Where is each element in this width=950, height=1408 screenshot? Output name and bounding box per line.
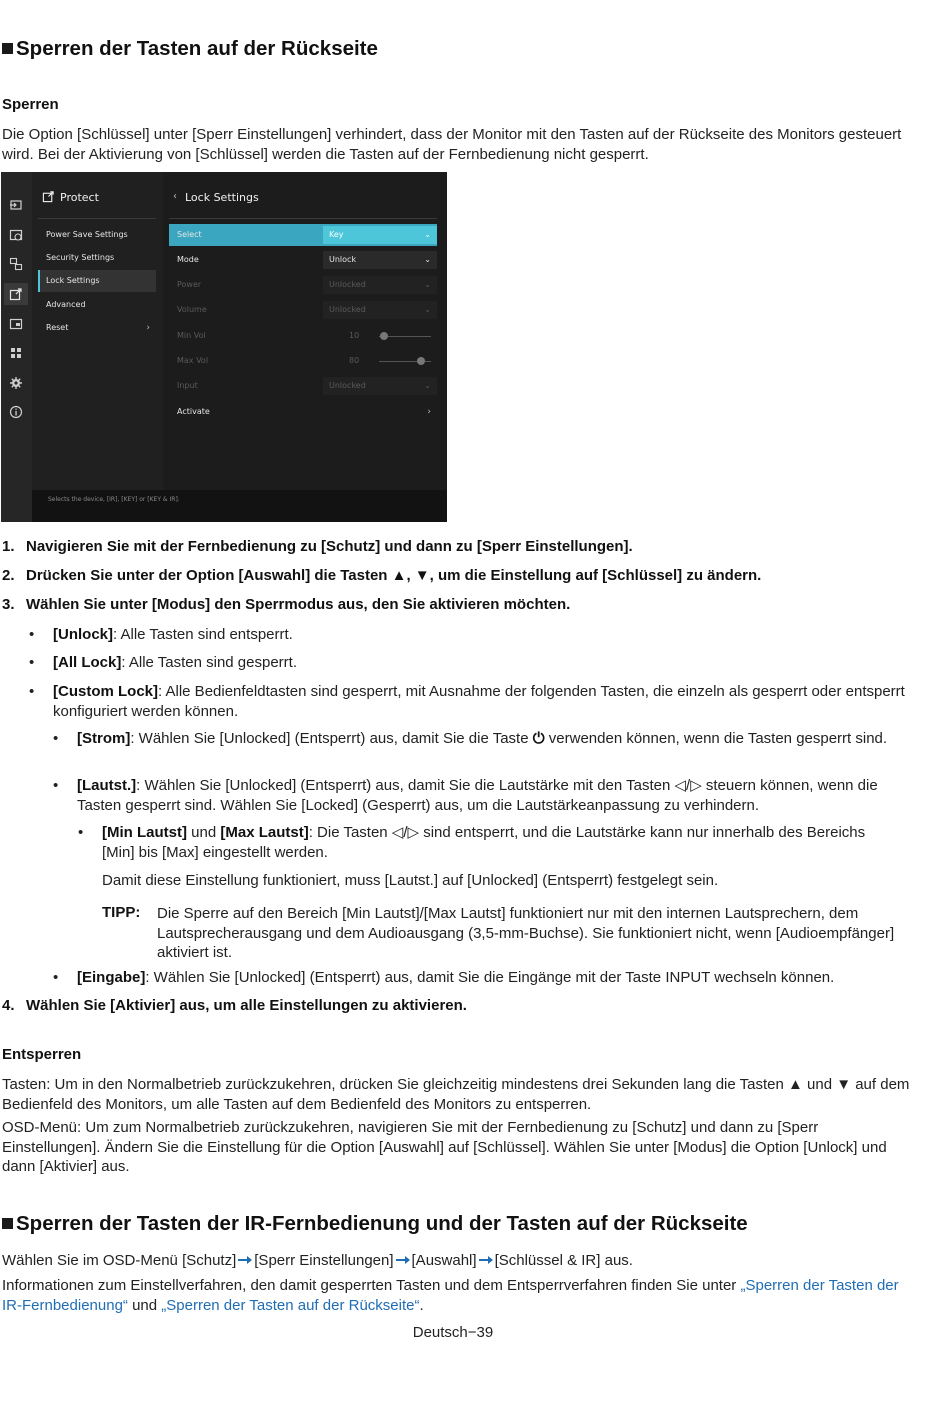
step-2: [2, 567, 761, 584]
section-title-text: Sperren der Tasten der IR-Fernbedienung und der Tasten auf der Rückseite: [16, 1212, 748, 1235]
bullet-text: : Alle Tasten sind entsperrt.: [113, 626, 293, 643]
intro-paragraph: Die Option [Schlüssel] unter [Sperr Einstellungen] verhindert, dass der Monitor mit den Tasten auf der Rückseite des Monitors gesteuert wird. Bei der Aktivierung von [Schlüssel] werden die Tasten auf der Fernbedienung nicht gesperrt.: [2, 126, 902, 163]
osd-hint-text: Selects the device, [IR], [KEY] or [KEY & IR].: [48, 496, 180, 503]
bullet-strom: [53, 729, 913, 749]
term: [Strom]: [77, 730, 131, 747]
path-text: aus.: [600, 1252, 633, 1269]
link-rear-keys-lock[interactable]: „Sperren der Tasten auf der Rückseite“: [161, 1296, 420, 1314]
osd-menu-item[interactable]: Security Settings: [46, 253, 115, 262]
subheading-unlock: Entsperren: [2, 1046, 82, 1063]
step-1: [2, 538, 633, 555]
path-step: [Sperr Einstellungen]: [254, 1252, 394, 1269]
bullet-text: : Alle Bedienfeldtasten sind gesperrt, mit Ausnahme der folgenden Tasten, die einzeln als gesperrt oder entsperrt konfiguriert werden können.: [53, 683, 905, 720]
section-title-text: Sperren der Tasten auf der Rückseite: [16, 37, 378, 60]
path-step: [Schutz]: [182, 1252, 237, 1269]
step-4: [2, 997, 467, 1014]
osd-divider: [38, 218, 156, 219]
square-bullet-icon: [2, 1218, 13, 1229]
apps-icon: [9, 346, 23, 360]
bullet-all-lock: [29, 653, 913, 673]
slider-value: 10: [349, 331, 360, 340]
info-text: und: [127, 1296, 162, 1314]
page-footer: Deutsch−39: [412, 1324, 494, 1341]
step-number: 2.: [2, 567, 15, 584]
osd-divider: [169, 218, 437, 219]
term: [Min Lautst]: [102, 824, 187, 841]
step-text: Navigieren Sie mit der Fernbedienung zu [Schutz] und dann zu [Sperr Einstellungen].: [26, 538, 633, 555]
step-number: 3.: [2, 596, 15, 613]
arrow-right-icon: [396, 1256, 410, 1264]
info-paragraph: [2, 1276, 902, 1315]
chevron-down-icon: ⌄: [424, 255, 431, 264]
path-text: Wählen Sie im OSD-Menü: [2, 1252, 183, 1269]
chevron-down-icon: ⌄: [424, 305, 431, 314]
bullet-text: und: [186, 824, 221, 841]
osd-menu-item[interactable]: Power Save Settings: [46, 230, 128, 239]
dropdown-value: Unlock: [329, 255, 357, 264]
settings-icon: [9, 376, 23, 390]
row-label: Min Vol: [177, 331, 206, 340]
chevron-down-icon: ⌄: [424, 280, 431, 289]
picture-icon: [9, 317, 23, 331]
bullet-icon: •: [53, 730, 59, 747]
term: [Custom Lock]: [53, 683, 158, 700]
term: [Eingabe]: [77, 969, 146, 986]
dropdown-value: Key: [329, 230, 344, 239]
unlock-keys-paragraph: Tasten: Um in den Normalbetrieb zurückzukehren, drücken Sie gleichzeitig mindestens drei Sekunden lang die Tasten ▲ und ▼ auf dem Bedienfeld des Monitors, um alle Tasten auf dem Bedienfeld des Monitors zu entsperren.: [2, 1076, 910, 1113]
path-step: [Auswahl]: [411, 1252, 477, 1269]
schedule-icon: [9, 228, 23, 242]
term: [Unlock]: [53, 626, 113, 643]
row-label: Mode: [177, 255, 199, 264]
chevron-down-icon: ⌄: [424, 381, 431, 390]
path-step: [Schlüssel & IR]: [494, 1252, 601, 1269]
power-dropdown: [323, 276, 437, 294]
osd-row-max-vol: [169, 350, 437, 372]
bullet-unlock: [29, 625, 913, 645]
info-icon: [9, 405, 23, 419]
bullet-icon: •: [53, 777, 59, 794]
note-paragraph: Damit diese Einstellung funktioniert, muss [Lautst.] auf [Unlocked] (Entsperrt) festgelegt sein.: [102, 872, 719, 889]
arrow-right-icon: [479, 1256, 493, 1264]
osd-row-select[interactable]: [169, 224, 437, 246]
osd-menu-item[interactable]: Advanced: [46, 300, 86, 309]
multi-display-icon: [9, 257, 23, 271]
protect-icon: [42, 190, 55, 203]
term: [Lautst.]: [77, 777, 137, 794]
bullet-text: : Alle Tasten sind gesperrt.: [121, 654, 298, 671]
bullet-text: : Die Tasten ◁/▷ sind entsperrt, und die Lautstärke kann nur innerhalb des Bereichs [Min] bis [Max] eingestellt werden.: [102, 824, 866, 861]
link-ir-remote-lock[interactable]: „Sperren der Tasten der IR-Fernbedienung“: [2, 1277, 899, 1314]
osd-row-volume: [169, 299, 437, 321]
max-vol-slider-knob: [417, 357, 425, 365]
bullet-eingabe: [53, 968, 913, 988]
step-number: 1.: [2, 538, 15, 555]
step-text: Wählen Sie unter [Modus] den Sperrmodus aus, den Sie aktivieren möchten.: [26, 596, 571, 613]
bullet-custom-lock: [29, 682, 913, 721]
chevron-right-icon: ›: [146, 323, 150, 333]
dropdown-value: Unlocked: [329, 305, 366, 314]
term: [All Lock]: [53, 654, 122, 671]
step-number: 4.: [2, 997, 15, 1014]
mode-dropdown[interactable]: [323, 251, 437, 269]
osd-right-title: Lock Settings: [185, 191, 259, 204]
term: [Max Lautst]: [220, 824, 309, 841]
arrow-right-icon: [238, 1256, 252, 1264]
volume-dropdown: [323, 301, 437, 319]
menu-path: [2, 1251, 922, 1271]
bullet-icon: •: [29, 654, 35, 671]
tip-text: Die Sperre auf den Bereich [Min Lautst]/[Max Lautst] funktioniert nur mit den internen Lautsprechern, dem Lautsprecherausgang und dem Audioausgang (3,5-mm-Buchse). Sie funktioniert nicht, wenn [Audioempfänger] aktiviert ist.: [157, 905, 895, 961]
subheading-lock: Sperren: [2, 96, 59, 113]
slider-value: 80: [349, 356, 360, 365]
bullet-min-max-lautst: [78, 823, 872, 862]
row-label: Activate: [177, 407, 210, 416]
chevron-left-icon[interactable]: ‹: [173, 191, 177, 202]
osd-row-input: [169, 375, 437, 397]
input-icon: [9, 198, 23, 212]
square-bullet-icon: [2, 43, 13, 54]
bullet-text: verwenden können, wenn die Tasten gesperrt sind.: [544, 730, 888, 747]
dropdown-value: Unlocked: [329, 381, 366, 390]
chevron-down-icon: ⌄: [424, 230, 431, 239]
bullet-icon: •: [29, 683, 35, 700]
osd-lock-settings-panel: [163, 172, 447, 490]
bullet-icon: •: [29, 626, 35, 643]
section-title-rear-keys: [2, 37, 378, 61]
dropdown-value: Unlocked: [329, 280, 366, 289]
section-title-ir-and-rear-keys: [2, 1212, 748, 1236]
info-text: .: [419, 1296, 424, 1314]
tip-label: TIPP:: [102, 904, 141, 921]
min-vol-slider-knob: [380, 332, 388, 340]
osd-icon-rail: [1, 172, 32, 522]
osd-row-min-vol: [169, 325, 437, 347]
bullet-icon: •: [78, 824, 84, 841]
bullet-lautst: [53, 776, 913, 815]
step-text: Drücken Sie unter der Option [Auswahl] die Tasten ▲, ▼, um die Einstellung auf [Schlüssel] zu ändern.: [26, 567, 762, 584]
osd-category-menu: [32, 172, 163, 490]
osd-menu-item-label: Reset: [46, 323, 69, 332]
unlock-osd-paragraph: OSD-Menü: Um zum Normalbetrieb zurückzukehren, navigieren Sie mit der Fernbedienung zu [Schutz] und dann zu [Sperr Einstellungen]. Ändern Sie die Einstellung für die Option [Auswahl] auf [Schlüssel]. Wählen Sie unter [Modus] die Option [Unlock] und dann [Aktivier] aus.: [2, 1119, 887, 1175]
osd-menu-item-reset[interactable]: [38, 317, 156, 339]
osd-row-mode[interactable]: [169, 249, 437, 271]
osd-screenshot: [1, 172, 447, 522]
input-dropdown: [323, 377, 437, 395]
osd-menu-item-selected[interactable]: Lock Settings: [38, 270, 156, 292]
chevron-right-icon: ›: [427, 407, 431, 417]
osd-row-activate[interactable]: [169, 401, 437, 423]
step-text: Wählen Sie [Aktivier] aus, um alle Einstellungen zu aktivieren.: [26, 997, 467, 1014]
osd-row-power: [169, 274, 437, 296]
row-label: Select: [177, 230, 202, 239]
row-label: Max Vol: [177, 356, 209, 365]
row-label: Power: [177, 280, 202, 289]
bullet-icon: •: [53, 969, 59, 986]
bullet-text: : Wählen Sie [Unlocked] (Entsperrt) aus, damit Sie die Lautstärke mit den Tasten ◁/▷ steuern können, wenn die Tasten gesperrt sind. Wählen Sie [Locked] (Gesperrt) aus, um die Lautstärkeanpassung zu verhindern.: [77, 777, 878, 814]
bullet-text: : Wählen Sie [Unlocked] (Entsperrt) aus, damit Sie die Eingänge mit der Taste INPUT wechseln können.: [145, 969, 835, 986]
power-icon: ⏻: [532, 730, 545, 747]
info-text: Informationen zum Einstellverfahren, den damit gesperrten Tasten und dem Entsperrverfahren finden Sie unter: [2, 1277, 741, 1294]
osd-help-bar: [32, 490, 447, 522]
bullet-text: : Wählen Sie [Unlocked] (Entsperrt) aus, damit Sie die Taste: [130, 730, 533, 747]
step-3: [2, 596, 570, 613]
row-label: Volume: [177, 305, 207, 314]
osd-left-title: Protect: [60, 191, 99, 204]
protect-icon: [4, 283, 28, 305]
select-dropdown[interactable]: [323, 226, 437, 244]
row-label: Input: [177, 381, 198, 390]
